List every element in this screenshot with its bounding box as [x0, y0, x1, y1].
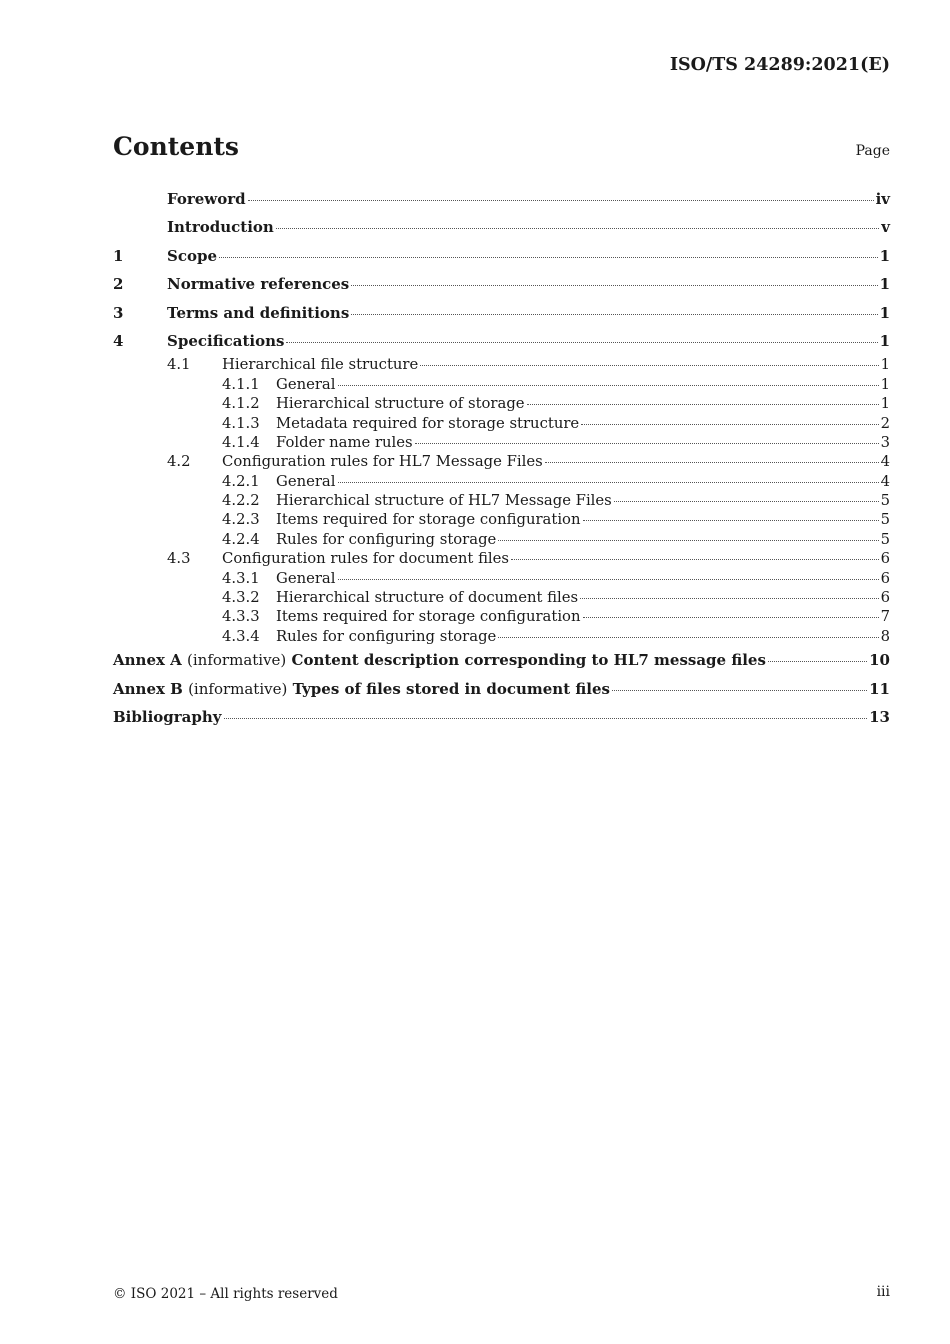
toc-entry[interactable] [113, 414, 890, 433]
dot-leader [219, 257, 878, 258]
toc-entry-number: 4.2.3 [222, 511, 260, 529]
toc-entry-title: Hierarchical structure of HL7 Message Files [276, 492, 612, 510]
toc-annex-entry[interactable] [113, 675, 890, 703]
toc-entry-page: 1 [880, 375, 890, 393]
toc-entry[interactable] [113, 375, 890, 394]
toc-entry[interactable] [113, 185, 890, 213]
toc-entry-number: 2 [113, 275, 124, 294]
toc-entry-number: 4.2.4 [222, 530, 260, 548]
toc-entry-page: 13 [869, 707, 890, 726]
toc-bibliography-entry[interactable] [113, 703, 890, 731]
toc-entry-title: Introduction [167, 218, 274, 237]
toc-entry[interactable] [113, 569, 890, 588]
toc-entry-page: 6 [880, 569, 890, 587]
toc-entry-title: Rules for configuring storage [276, 627, 497, 645]
dot-leader [498, 540, 878, 541]
dot-leader [224, 718, 868, 719]
toc-entry[interactable] [113, 327, 890, 355]
annex-heading [113, 675, 610, 703]
annex-title: Types of files stored in document files [292, 679, 610, 698]
toc-entry-title: Hierarchical structure of storage [276, 395, 525, 413]
document-id: ISO/TS 24289:2021(E) [669, 55, 890, 75]
toc-entry-page: 1 [879, 331, 890, 350]
toc-entry-number: 4.3.3 [222, 608, 260, 626]
dot-leader [545, 462, 879, 463]
toc-entry-page: 8 [880, 627, 890, 645]
page-number: iii [876, 1284, 890, 1300]
toc-entry[interactable] [113, 213, 890, 241]
toc-entry-number: 4.2.1 [222, 472, 260, 490]
dot-leader [511, 559, 879, 560]
toc-entry-title: Hierarchical structure of document files [276, 589, 579, 607]
toc-entry[interactable] [113, 270, 890, 298]
toc-entry-page: 11 [869, 679, 890, 698]
annex-heading [113, 646, 766, 674]
toc-entry[interactable] [113, 452, 890, 471]
toc-annex-entry[interactable] [113, 646, 890, 674]
toc-entry-title: Specifications [167, 331, 285, 350]
dot-leader [338, 482, 879, 483]
dot-leader [583, 520, 879, 521]
dot-leader [276, 228, 879, 229]
toc-entry-title: General [276, 375, 336, 393]
toc-entry-title: Configuration rules for HL7 Message Files [222, 453, 543, 471]
toc-entry[interactable] [113, 299, 890, 327]
dot-leader [286, 342, 877, 343]
toc-entry-number: 3 [113, 303, 124, 322]
toc-entry-page: 1 [879, 246, 890, 265]
dot-leader [351, 314, 877, 315]
toc-entry[interactable] [113, 472, 890, 491]
toc-entry-page: 3 [880, 433, 890, 451]
dot-leader [580, 598, 878, 599]
table-of-contents [113, 185, 890, 731]
toc-entry-title: General [276, 472, 336, 490]
dot-leader [612, 690, 867, 691]
toc-entry[interactable] [113, 549, 890, 568]
dot-leader [351, 285, 877, 286]
toc-entry-page: 1 [880, 356, 890, 374]
toc-entry-number: 4 [113, 331, 124, 350]
dot-leader [581, 424, 878, 425]
dot-leader [768, 661, 867, 662]
copyright-notice: © ISO 2021 – All rights reserved [113, 1286, 338, 1302]
page-column-label: Page [855, 143, 890, 159]
toc-entry-title: Configuration rules for document files [222, 550, 510, 568]
dot-leader [614, 501, 879, 502]
toc-entry-title: General [276, 569, 336, 587]
toc-entry-title: Items required for storage configuration [276, 608, 581, 626]
toc-entry-number: 4.1.4 [222, 433, 260, 451]
dot-leader [338, 579, 879, 580]
annex-label: Annex A [113, 651, 182, 670]
toc-entry-page: 7 [880, 608, 890, 626]
toc-entry-title: Terms and definitions [167, 303, 350, 322]
toc-entry[interactable] [113, 627, 890, 646]
dot-leader [248, 200, 874, 201]
toc-entry[interactable] [113, 242, 890, 270]
toc-entry[interactable] [113, 588, 890, 607]
toc-entry-number: 4.1.3 [222, 414, 260, 432]
toc-entry-title: Rules for configuring storage [276, 530, 497, 548]
toc-entry-number: 4.1.2 [222, 395, 260, 413]
dot-leader [527, 404, 879, 405]
toc-entry-page: 6 [880, 550, 890, 568]
toc-entry-page: 4 [880, 472, 890, 490]
toc-entry-number: 4.2.2 [222, 492, 260, 510]
annex-label: Annex B [113, 679, 183, 698]
annex-normative: (informative) [187, 651, 287, 670]
toc-entry-number: 4.3.2 [222, 589, 260, 607]
toc-entry[interactable] [113, 510, 890, 529]
toc-entry[interactable] [113, 607, 890, 626]
toc-entry-page: 2 [880, 414, 890, 432]
toc-entry-title: Foreword [167, 190, 246, 208]
toc-entry-title: Metadata required for storage structure [276, 414, 580, 432]
toc-entry[interactable] [113, 394, 890, 413]
toc-entry-page: v [881, 218, 890, 237]
toc-entry-title: Bibliography [113, 707, 222, 726]
dot-leader [420, 365, 878, 366]
toc-entry-number: 1 [113, 246, 124, 265]
toc-entry-page: 1 [880, 395, 890, 413]
dot-leader [415, 443, 879, 444]
toc-entry[interactable] [113, 355, 890, 374]
toc-entry-page: 10 [869, 651, 890, 670]
annex-title: Content description corresponding to HL7 message files [291, 651, 766, 670]
toc-entry[interactable] [113, 491, 890, 510]
toc-entry-page: 1 [879, 303, 890, 322]
toc-entry-page: 5 [880, 492, 890, 510]
toc-entry-number: 4.1.1 [222, 375, 260, 393]
toc-entry-title: Scope [167, 246, 218, 265]
toc-entry-page: 1 [879, 275, 890, 294]
toc-entry-page: 5 [880, 511, 890, 529]
toc-entry-page: 6 [880, 589, 890, 607]
toc-entry[interactable] [113, 433, 890, 452]
toc-entry-title: Items required for storage configuration [276, 511, 581, 529]
toc-entry-title: Hierarchical file structure [222, 356, 419, 374]
dot-leader [583, 617, 879, 618]
toc-entry-title: Folder name rules [276, 433, 413, 451]
dot-leader [338, 385, 879, 386]
toc-entry-number: 4.3.4 [222, 627, 260, 645]
dot-leader [498, 637, 878, 638]
annex-normative: (informative) [188, 679, 288, 698]
toc-entry-page: iv [875, 190, 890, 208]
toc-entry-number: 4.3 [167, 550, 191, 568]
toc-entry-number: 4.3.1 [222, 569, 260, 587]
page-title: Contents [113, 132, 240, 161]
toc-entry-number: 4.1 [167, 356, 191, 374]
toc-entry-title: Normative references [167, 275, 350, 294]
toc-entry[interactable] [113, 530, 890, 549]
toc-entry-page: 4 [880, 453, 890, 471]
toc-entry-page: 5 [880, 530, 890, 548]
toc-entry-number: 4.2 [167, 453, 191, 471]
